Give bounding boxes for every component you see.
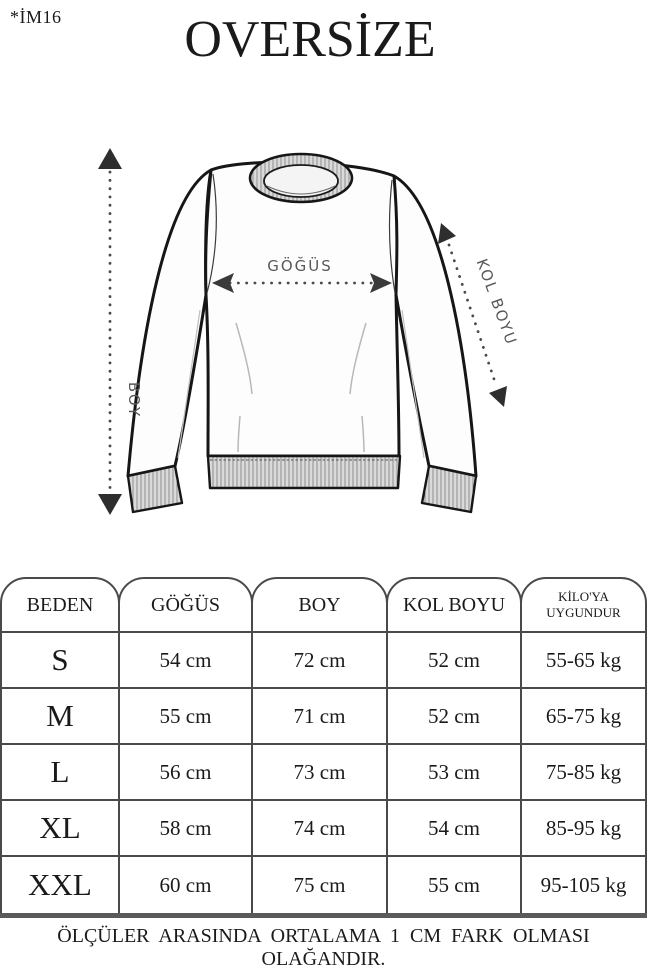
column-header-boy xyxy=(251,577,388,633)
chest-cell: 54 cm xyxy=(120,633,253,687)
sleeve-cell: 52 cm xyxy=(388,689,522,743)
arrowhead-down-icon xyxy=(489,386,507,407)
column-header-kol-boyu xyxy=(386,577,522,633)
column-header-label: GÖĞÜS xyxy=(151,593,220,616)
length-cell: 74 cm xyxy=(253,801,388,855)
page-title: OVERSİZE xyxy=(184,11,436,68)
length-cell: 72 cm xyxy=(253,633,388,687)
size-table xyxy=(0,577,647,918)
chest-cell: 55 cm xyxy=(120,689,253,743)
length-cell: 75 cm xyxy=(253,857,388,913)
size-cell: M xyxy=(2,689,120,743)
weight-cell: 65-75 kg xyxy=(522,689,647,743)
table-row-s xyxy=(0,633,647,689)
sweater-body xyxy=(206,162,399,456)
column-header-label: BEDEN xyxy=(26,593,94,616)
weight-cell: 95-105 kg xyxy=(522,857,647,913)
column-header-gogus xyxy=(118,577,253,633)
length-label: BOY xyxy=(125,381,143,419)
table-row-l xyxy=(0,745,647,801)
sweatshirt-diagram xyxy=(0,128,647,560)
sleeve-cell: 55 cm xyxy=(388,857,522,913)
length-cell: 73 cm xyxy=(253,745,388,799)
size-cell: XXL xyxy=(2,857,120,913)
tolerance-note: ÖLÇÜLER ARASINDA ORTALAMA 1 CM FARK OLMASI OLAĞANDIR. xyxy=(57,925,590,970)
column-header-label: KİLO'YA UYGUNDUR xyxy=(546,588,621,620)
column-header-label: BOY xyxy=(298,593,341,616)
chest-cell: 56 cm xyxy=(120,745,253,799)
table-row-xl xyxy=(0,801,647,857)
sleeve-cell: 53 cm xyxy=(388,745,522,799)
column-header-label: KOL BOYU xyxy=(402,593,506,616)
hem-ribbing xyxy=(208,456,400,488)
table-body xyxy=(0,633,647,918)
column-header-beden xyxy=(0,577,120,633)
column-header-kilo xyxy=(520,577,647,633)
table-header-row xyxy=(0,577,647,633)
arrowhead-up-icon xyxy=(438,223,456,244)
sleeve-cell: 54 cm xyxy=(388,801,522,855)
arrowhead-down-icon xyxy=(98,494,122,515)
arrowhead-up-icon xyxy=(98,148,122,169)
size-cell: XL xyxy=(2,801,120,855)
sleeve-cell: 52 cm xyxy=(388,633,522,687)
weight-cell: 85-95 kg xyxy=(522,801,647,855)
chest-label: GÖĞÜS xyxy=(267,257,333,275)
weight-cell: 55-65 kg xyxy=(522,633,647,687)
collar-inner xyxy=(264,165,338,197)
weight-cell: 75-85 kg xyxy=(522,745,647,799)
table-row-xxl xyxy=(0,857,647,913)
size-cell: L xyxy=(2,745,120,799)
sleeve-label: KOL BOYU xyxy=(472,256,521,349)
right-sleeve xyxy=(394,176,476,476)
length-cell: 71 cm xyxy=(253,689,388,743)
chest-cell: 58 cm xyxy=(120,801,253,855)
chest-cell: 60 cm xyxy=(120,857,253,913)
table-row-m xyxy=(0,689,647,745)
product-code: *İM16 xyxy=(10,7,62,27)
sweatshirt-sketch xyxy=(0,128,647,560)
size-cell: S xyxy=(2,633,120,687)
